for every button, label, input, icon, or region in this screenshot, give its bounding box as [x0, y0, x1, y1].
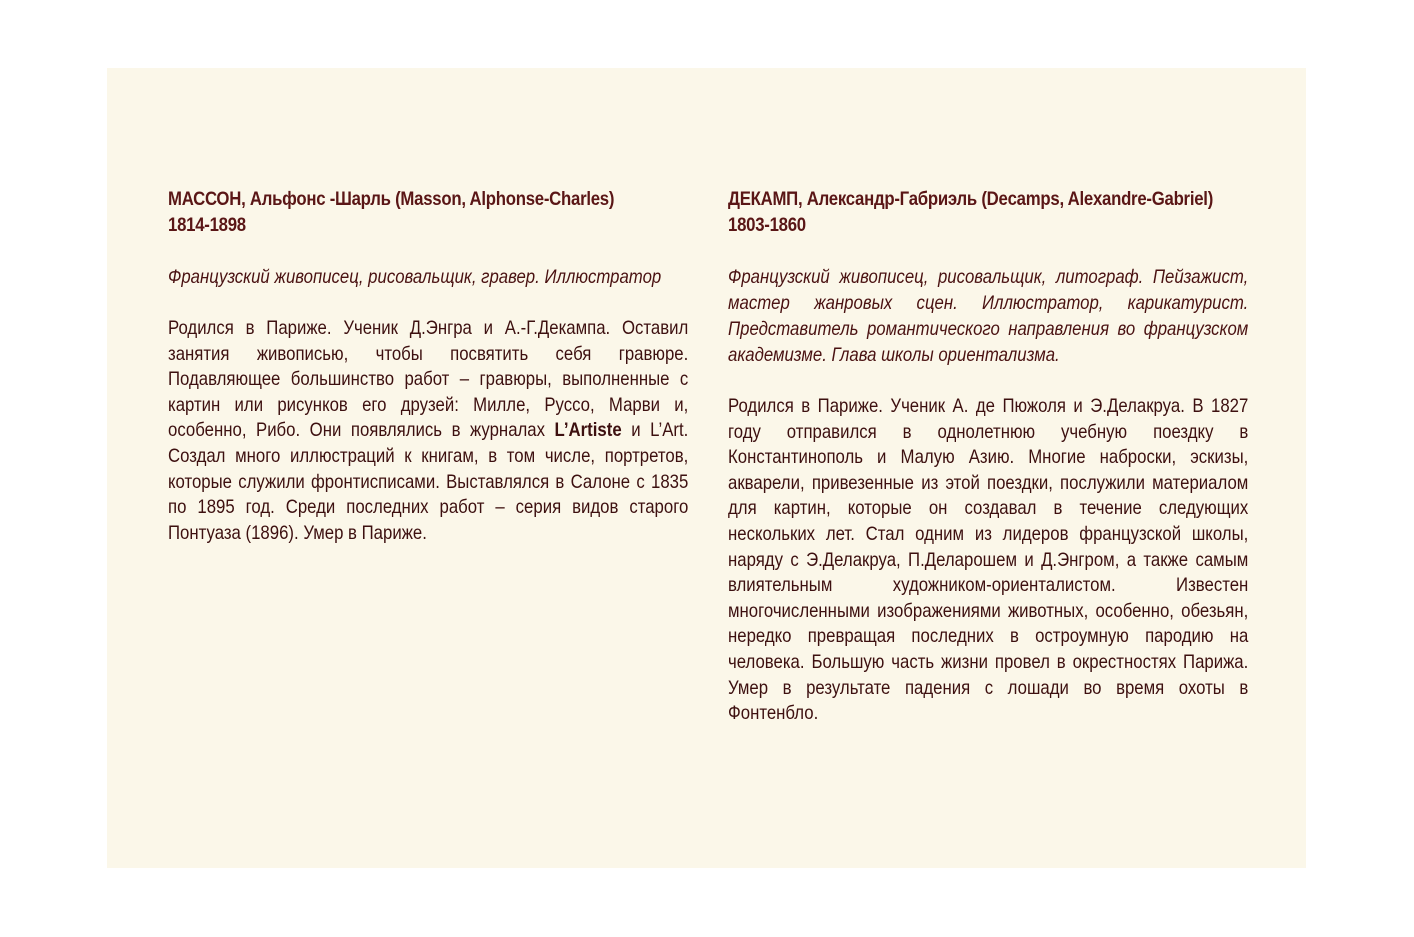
artist-name: МАССОН, Альфонс -Шарль (Masson, Alphonse-Charles) — [168, 188, 615, 210]
biography-text-part1: Родился в Париже. Ученик Д.Энгра и А.-Г.Декампа. Оставил занятия живописью, чтобы посвятить себя гравюре. Подавляющее большинство работ – гравюры, выполненные с картин или рисунков его друзей: Милле, Руссо, Марви и, особенно, Рибо. Они появлялись в журналах — [168, 317, 689, 442]
artist-biography: Родился в Париже. Ученик А. де Пюжоля и Э.Делакруа. В 1827 году отправился в однолетнюю учебную поездку в Константинополь и Малую Азию. Многие наброски, эскизы, акварели, привезенные из этой поездки, послужили материалом для картин, которые он создавал в течение следующих нескольких лет. Стал одним из лидеров французской школы, наряду с Э.Делакруа, П.Деларошем и Д.Энгром, а также самым влиятельным художником-ориенталистом. Известен многочисленными изображениями животных, особенно, обезьян, нередко превращая последних в остроумную пародию на человека. Большую часть жизни провел в окрестностях Парижа. Умер в результате падения с лошади во время охоты в Фонтенбло. — [728, 395, 1249, 725]
artist-heading — [168, 186, 688, 238]
artist-years: 1814-1898 — [168, 214, 246, 236]
artist-name: ДЕКАМП, Александр-Габриэль (Decamps, Alexandre-Gabriel) — [728, 188, 1214, 210]
artist-description: Французский живописец, рисовальщик, литограф. Пейзажист, мастер жанровых сцен. Иллюстратор, карикатурист. Представитель романтического направления во французском академизме. Глава школы ориентализма. — [728, 266, 1249, 366]
artist-entry-masson — [168, 186, 688, 546]
artist-biography — [168, 316, 688, 546]
journal-title-bold: L’Artiste — [554, 419, 622, 442]
biography-text-part2: и L’Art. Создал много иллюстраций к книгам, в том числе, портретов, которые служили фронтисписами. Выставлялся в Салоне с 1835 по 1895 год. Среди последних работ – серия видов старого Понтуаза (1896). Умер в Париже. — [168, 419, 689, 544]
artist-entry-decamps — [728, 186, 1248, 727]
artist-description: Французский живописец, рисовальщик, гравер. Иллюстратор — [168, 266, 662, 288]
artist-years: 1803-1860 — [728, 214, 806, 236]
artist-heading — [728, 186, 1248, 238]
document-page — [107, 68, 1306, 868]
